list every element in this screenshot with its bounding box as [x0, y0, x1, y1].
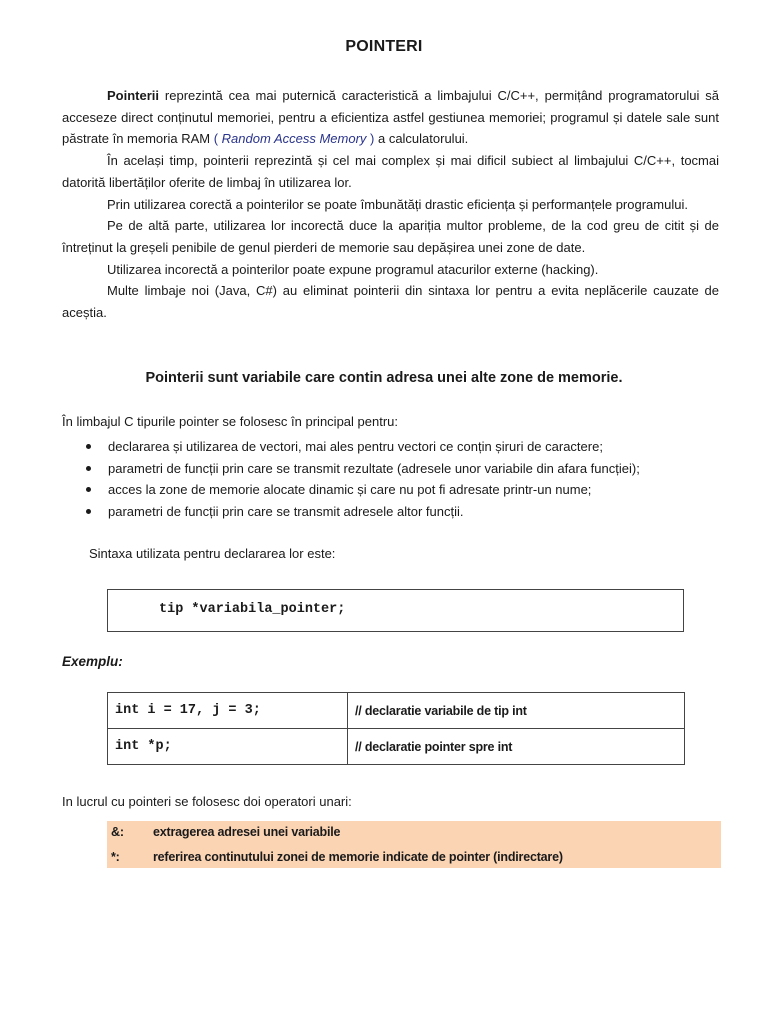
table-row [108, 729, 685, 765]
paragraph-3: Prin utilizarea corectă a pointerilor se poate îmbunătăți drastic eficiența și performanțele programului. [107, 196, 688, 212]
paragraph-2: În același timp, pointerii reprezintă și cel mai complex și mai dificil subiect al limbajului C/C++, tocmai datorită libertăților oferite de limbaj în utilizarea lor. [62, 153, 719, 190]
list-item [62, 436, 722, 458]
operator-symbol: *: [111, 850, 120, 864]
paragraph-1 [62, 85, 719, 150]
paragraph-1-text: reprezintă cea mai puternică caracteristică a limbajului C/C++, permițând programatorului să acceseze direct conținutul memoriei, pentru a eficientiza astfel gestiunea memoriei; programul și datele sale sunt păstrate în memoria RAM [62, 88, 719, 147]
uses-intro: În limbajul C tipurile pointer se folosesc în principal pentru: [62, 414, 399, 429]
operator-row [107, 846, 721, 869]
list-item [62, 458, 722, 480]
paren-open: ( [213, 131, 222, 147]
operator-symbol: &: [111, 825, 124, 839]
paragraph-1-end: a calculatorului. [374, 131, 469, 147]
bullet-icon [86, 444, 91, 449]
paragraph-6: Multe limbaje noi (Java, C#) au eliminat pointerii din sintaxa lor pentru a evita neplăcerile cauzate de aceștia. [62, 283, 719, 321]
list-item-text: parametri de funcții prin care se transmit adresele altor funcții. [108, 503, 464, 519]
ram-link[interactable]: Random Access Memory [221, 131, 367, 147]
paragraph-4: Pe de altă parte, utilizarea lor incorectă duce la apariția multor probleme, de la cod greu de citit și de întreținut la greșeli penibile de genul pierderi de memorie sau depășirea unei zone de date. [62, 218, 719, 255]
example-code-cell: int *p; [108, 729, 348, 765]
example-comment-cell: // declaratie pointer spre int [348, 729, 685, 765]
operators-intro: In lucrul cu pointeri se folosesc doi operatori unari: [62, 794, 352, 809]
operator-description: referirea continutului zonei de memorie indicate de pointer (indirectare) [153, 850, 563, 864]
list-item-text: parametri de funcții prin care se transmit rezultate (adresele unor variabile din afara funcției); [108, 460, 640, 476]
syntax-code-box [107, 589, 684, 632]
document-title: POINTERI [345, 38, 423, 55]
example-comment-cell: // declaratie variabile de tip int [348, 693, 685, 729]
bullet-icon [86, 509, 91, 514]
list-item [62, 501, 722, 523]
operators-highlight-box [107, 821, 721, 868]
definition-heading: Pointerii sunt variabile care contin adresa unei alte zone de memorie. [145, 370, 623, 386]
example-code-cell: int i = 17, j = 3; [108, 693, 348, 729]
term-pointerii: Pointerii [107, 88, 160, 103]
list-item-text: acces la zone de memorie alocate dinamic și care nu pot fi adresate printr-un nume; [108, 482, 592, 497]
list-item [62, 479, 722, 501]
example-table [107, 692, 685, 765]
list-item-text: declararea și utilizarea de vectori, mai ales pentru vectori ce conțin șiruri de caractere; [108, 439, 603, 454]
operator-row [107, 821, 721, 844]
syntax-label: Sintaxa utilizata pentru declararea lor este: [89, 546, 336, 561]
uses-list [62, 436, 722, 522]
bullet-icon [86, 466, 91, 471]
intro-paragraphs [62, 85, 719, 324]
table-row [108, 693, 685, 729]
syntax-code: tip *variabila_pointer; [159, 602, 346, 617]
paragraph-5: Utilizarea incorectă a pointerilor poate expune programul atacurilor externe (hacking). [107, 261, 599, 277]
example-label: Exemplu: [62, 654, 123, 669]
operator-description: extragerea adresei unei variabile [153, 825, 341, 839]
paren-close: ) [366, 131, 375, 147]
bullet-icon [86, 487, 91, 492]
